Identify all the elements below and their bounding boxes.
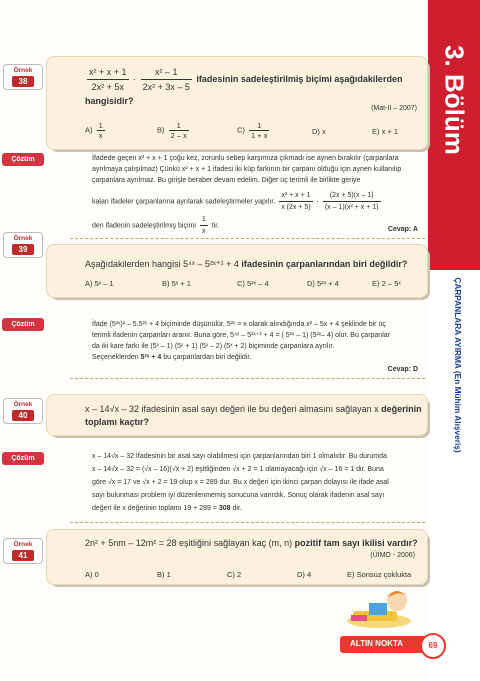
example-40-tag: Örnek 40 bbox=[3, 398, 43, 424]
example-38-question: $\frac{\text{x² + x + 1}}{\text{2x² + 5x}}$ · $\frac{\text{x² – 1}}{\text{2x² + 3x – 5}}$ ifadesinin sadeleştirilmiş biçimi aşağıdakilerden hangisidir? bbox=[85, 67, 403, 106]
chapter-title-wrap bbox=[434, 30, 474, 170]
option-b[interactable]: B) 5ˣ + 1 bbox=[162, 279, 191, 288]
child-reading-illustration bbox=[345, 585, 415, 629]
example-38-solution-3: den ifadenin sadeleştirilmiş biçimi $\frac{1}{x}$ tir. bbox=[92, 216, 220, 235]
example-38-box bbox=[46, 56, 428, 150]
option-c[interactable]: C) $\frac{1}{1 + x}$ bbox=[237, 121, 268, 140]
example-39-box bbox=[46, 244, 428, 298]
solution-tag: Çözüm bbox=[2, 452, 44, 465]
option-e[interactable]: E) x + 1 bbox=[372, 127, 399, 136]
source: (ÜİMO - 2006) bbox=[370, 552, 415, 559]
solution-tag: Çözüm bbox=[2, 318, 44, 331]
option-d[interactable]: D) 4 bbox=[297, 570, 312, 579]
example-41-question: 2n² + 5nm – 12m² = 28 eşitliğini sağlayan kaç (m, n) pozitif tam sayı ikilisi vardır? bbox=[85, 538, 418, 548]
divider bbox=[70, 238, 425, 239]
example-38-solution-2: kalan ifadeler çarpanlarına ayrılarak sadeleştirmeler yapılır. $\frac{\text{x² + x + 1}}{x (2x + 5)}$ · $\frac{(2x + 5)(x - 1)}{\text{(x – 1)(x² + x + 1)}}$ bbox=[92, 192, 379, 211]
example-39-question: Aşağıdakilerden hangisi 5⁴ˣ – 5²ˣ⁺¹ + 4 ifadesinin çarpanlarından biri değildir? bbox=[85, 259, 408, 269]
topic-title-wrap bbox=[438, 200, 478, 530]
solution-tag: Çözüm bbox=[2, 153, 44, 166]
option-a[interactable]: A) $\frac{1}{x}$ bbox=[85, 121, 103, 140]
source: (Mat-II – 2007) bbox=[371, 105, 417, 112]
example-40-box bbox=[46, 394, 428, 436]
page-number: 69 bbox=[420, 633, 446, 659]
example-38-solution: İfadede geçen x² + x + 1 çoğu kez, zorunlu sebep karşımıza çıkmadı ise aynen bırakılır (çarpanlara ayrılmaya çalışılmaz) Çünkü x² + x + 1 ifadesi iki küp farkının bir çarpanı olduğu için aynen kullanılıp çarpanlara ayrılmaz. Bu girişle beraber devam edelim. Diğer üç terimli ile birlikte geriye bbox=[92, 155, 402, 184]
option-e[interactable]: E) Sonsuz çoklukta bbox=[347, 570, 412, 579]
option-e[interactable]: E) 2 – 5ˣ bbox=[372, 279, 401, 288]
option-b[interactable]: B) $\frac{1}{2 - x}$ bbox=[157, 121, 187, 140]
option-d[interactable]: D) x bbox=[312, 127, 326, 136]
example-40-solution: x – 14√x – 32 İfadesinin bir asal sayı olabilmesi için çarpanlarından biri 1 olmalıdır. Bu durumda x – 14√x – 32 = (√x – 16)(√x + 2) eşitliğinden √x + 2 = 1 olamayacağı için √x – 16 = 1 dir. Buna göre √x = 17 ve √x + 2 = 19 olup x = 289 dur. Bu x değeri için ikinci çarpan dolayısı ile ifade asal sayı bulunması problem iyi düzenlenmemiş sonucuna varırdık. Sonuç olarak ifadenin asal sayı değeri ile x değerinin toplamı 19 + 289 = 308 dir. bbox=[92, 453, 389, 512]
divider bbox=[70, 378, 425, 379]
option-a[interactable]: A) 0 bbox=[85, 570, 99, 579]
example-38-answer: Cevap: A bbox=[387, 226, 418, 233]
example-41-box bbox=[46, 529, 428, 585]
option-b[interactable]: B) 1 bbox=[157, 570, 171, 579]
chapter-title: 3. Bölüm bbox=[439, 45, 470, 155]
example-39-solution: İfade (5²ˣ)² – 5.5²ˣ + 4 biçiminde düşünülür. 5²ˣ = x olarak alındığında x² – 5x + 4 şeklinde bir üç terimli ifadenin çarpanları aranır. Buna göre, 5⁴ˣ – 5²ˣ⁺¹ + 4 = ( 5²ˣ – 1) (5²ˣ– 4) olur. Bu çarpanlar da iki kare farkı ile (5ˣ – 1) (5ˣ + 1) (5ˣ – 2) (5ˣ + 2) biçiminde çarpanlara ayrılır. Seçeneklerden 5²ˣ + 4 bu çarpanlardan biri değildir. bbox=[92, 321, 390, 361]
example-39-answer: Cevap: D bbox=[387, 366, 418, 373]
fraction: $\frac{\text{x² + x + 1}}{\text{2x² + 5x}}$ bbox=[89, 67, 127, 92]
example-41-tag: Örnek 41 bbox=[3, 538, 43, 564]
fraction: $\frac{\text{x² – 1}}{\text{2x² + 3x – 5}}$ bbox=[142, 67, 190, 92]
example-40-question: x – 14√x – 32 ifadesinin asal sayı değeri ile bu değeri almasını sağlayan x değerinin toplamı kaçtır? bbox=[85, 404, 422, 427]
option-a[interactable]: A) 5ˣ – 1 bbox=[85, 279, 114, 288]
example-39-tag: Örnek 39 bbox=[3, 232, 43, 258]
topic-title: ÇARPANLARA AYIRMA (En Mühim Alışveriş) bbox=[453, 277, 463, 453]
footer-brand: ALTIN NOKTA bbox=[350, 639, 404, 648]
example-38-tag: Örnek 38 bbox=[3, 64, 43, 90]
option-c[interactable]: C) 2 bbox=[227, 570, 242, 579]
option-d[interactable]: D) 5²ˣ + 4 bbox=[307, 279, 339, 288]
divider bbox=[70, 522, 425, 523]
chapter-sidebar bbox=[428, 0, 480, 681]
option-c[interactable]: C) 5²ˣ – 4 bbox=[237, 279, 269, 288]
